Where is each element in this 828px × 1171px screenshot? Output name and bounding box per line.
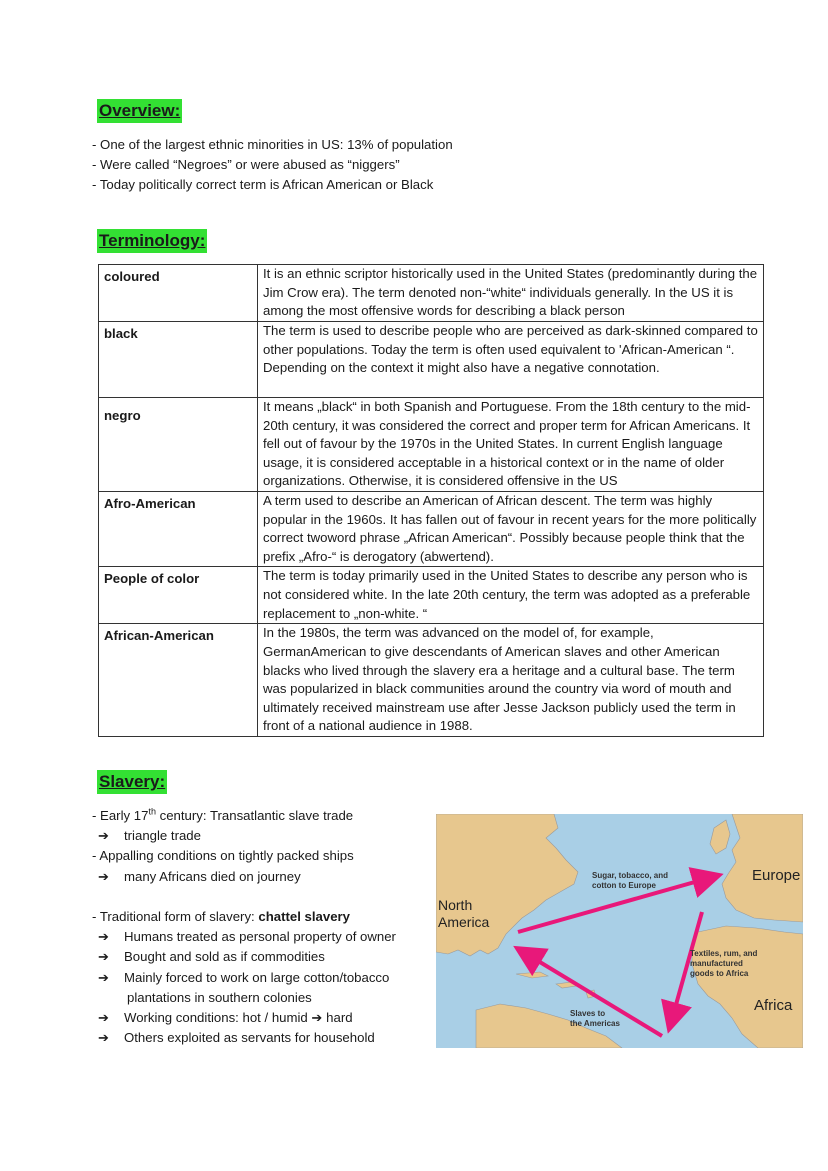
terminology-table xyxy=(98,264,764,737)
label-textiles: Textiles, rum, and manufactured goods to Africa xyxy=(690,949,758,978)
arrow-right-icon: ➔ xyxy=(98,828,110,844)
list-item: - Appalling conditions on tightly packed ships xyxy=(92,848,354,864)
definition-cell: It is an ethnic scriptor historically used in the United States (predominantly during the Jim Crow era). The term denoted non-“white“ individuals generally. In the US it is among the most offensive words for describing a black person xyxy=(258,265,764,322)
table-row xyxy=(99,322,764,398)
definition-cell: In the 1980s, the term was advanced on the model of, for example, GermanAmerican to give descendants of American slaves and other American blacks who lived through the slavery era a heritage and a cultural base. The term was popularized in black communities around the country via word of mouth and ultimately received mainstream use after Jesse Jackson publicly used the term in front of a national audience in 1988. xyxy=(258,624,764,737)
table-row xyxy=(99,265,764,322)
label-sugar-tobacco: Sugar, tobacco, and cotton to Europe xyxy=(592,871,669,890)
list-item: - One of the largest ethnic minorities in US: 13% of population xyxy=(92,137,453,152)
list-item: ➔ Working conditions: hot / humid ➔ hard xyxy=(92,1008,396,1028)
slavery-list xyxy=(92,806,396,1048)
table-row xyxy=(99,492,764,567)
terminology-heading: Terminology: xyxy=(97,229,207,253)
term-cell: People of color xyxy=(99,567,258,624)
triangle-trade-map xyxy=(436,814,803,1048)
definition-cell: It means „black“ in both Spanish and Portuguese. From the 18th century to the mid-20th century, it was considered the correct and proper term for African Americans. It fell out of favour by the 1970s in the United States. In current English language usage, it is considered acceptable in a historical context or in the name of older organizations. Otherwise, it is considered offensive in the US xyxy=(258,398,764,492)
arrow-right-icon: ➔ xyxy=(98,1030,110,1046)
list-item: ➔ many Africans died on journey xyxy=(92,867,396,887)
term-cell: black xyxy=(99,322,258,398)
definition-cell: The term is today primarily used in the United States to describe any person who is not considered white. In the late 20th century, the term was adopted as a preferable replacement to „non-white. “ xyxy=(258,567,764,624)
overview-heading: Overview: xyxy=(97,99,182,123)
table-row xyxy=(99,398,764,492)
slavery-heading: Slavery: xyxy=(97,770,167,794)
list-item: ➔ Others exploited as servants for household xyxy=(92,1028,396,1048)
list-item: - Early 17th century: Transatlantic slave trade xyxy=(92,806,354,823)
label-slaves: Slaves to the Americas xyxy=(570,1009,620,1028)
table-row xyxy=(99,624,764,737)
overview-list xyxy=(92,135,453,195)
arrow-right-icon: ➔ xyxy=(98,949,110,965)
list-item: ➔ Mainly forced to work on large cotton/tobacco xyxy=(92,968,396,988)
list-item-continuation: plantations in southern colonies xyxy=(127,989,312,1005)
map-graphic xyxy=(436,814,803,1048)
arrow-right-icon: ➔ xyxy=(98,969,110,985)
definition-cell: A term used to describe an American of African descent. The term was highly popular in the 1960s. It has fallen out of favour in recent years for the more politically correct twoword phrase „African American“. Possibly because people think that the prefix „Afro-“ is derogatory (abwertend). xyxy=(258,492,764,567)
term-cell: Afro-American xyxy=(99,492,258,567)
list-item: - Today politically correct term is African American or Black xyxy=(92,177,434,192)
list-item: - Were called “Negroes” or were abused as “niggers” xyxy=(92,157,400,172)
term-cell: African-American xyxy=(99,624,258,737)
label-africa: Africa xyxy=(754,997,793,1014)
term-cell: negro xyxy=(99,398,258,492)
list-item: ➔ Humans treated as personal property of owner xyxy=(92,927,396,947)
list-item: ➔ triangle trade xyxy=(92,826,396,846)
label-north-america: North America xyxy=(438,897,490,930)
arrow-right-icon: ➔ xyxy=(98,868,110,884)
arrow-right-icon: ➔ xyxy=(98,1010,110,1026)
definition-cell: The term is used to describe people who are perceived as dark-skinned compared to other populations. Today the term is often used equivalent to 'African-American “. Depending on the context it might also have a negative connotation. xyxy=(258,322,764,398)
list-item: - Traditional form of slavery: chattel slavery xyxy=(92,909,351,924)
label-europe: Europe xyxy=(752,867,801,884)
table-row xyxy=(99,567,764,624)
arrow-right-icon: ➔ xyxy=(311,1010,323,1026)
arrow-right-icon: ➔ xyxy=(98,929,110,945)
list-item: ➔ Bought and sold as if commodities xyxy=(92,947,396,967)
term-cell: coloured xyxy=(99,265,258,322)
